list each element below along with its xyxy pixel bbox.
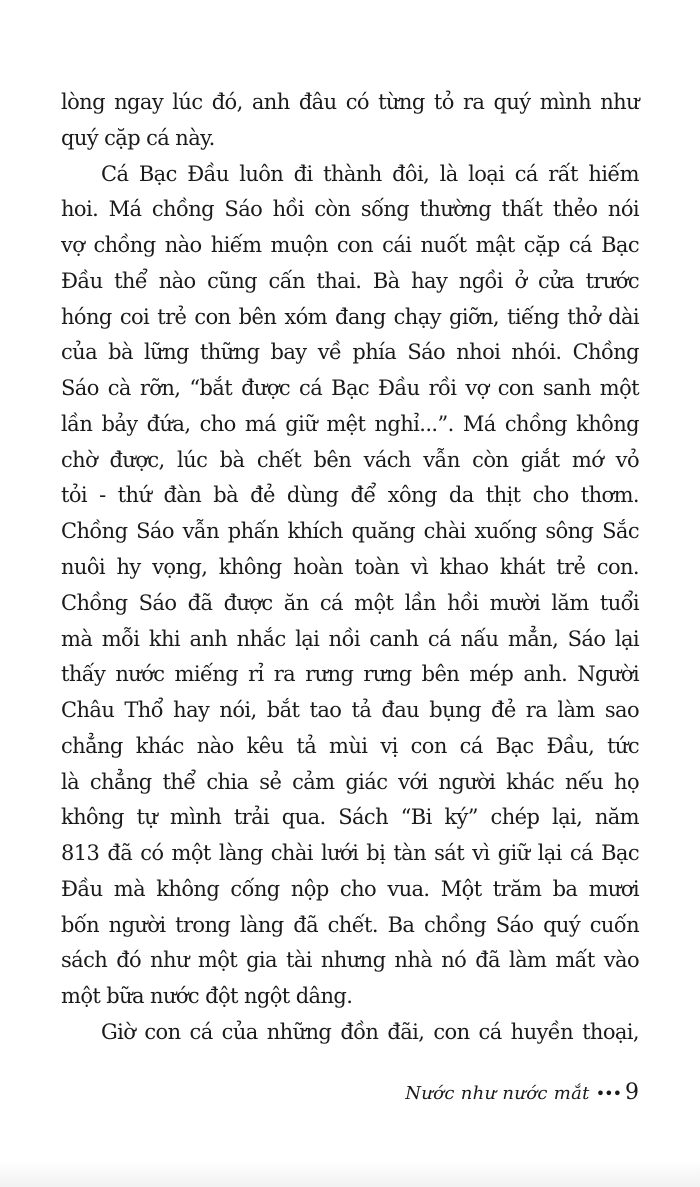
text-line: của bà lững thững bay về phía Sáo nhoi nhói. Chồng <box>61 340 639 364</box>
page-number: 9 <box>625 1080 639 1105</box>
running-footer <box>405 1080 639 1105</box>
text-line: chẳng khác nào kêu tả mùi vị con cá Bạc Đầu, tức <box>61 734 639 758</box>
text-line: lần bảy đứa, cho má giữ mệt nghỉ...”. Má chồng không <box>61 412 639 436</box>
text-line: 813 đã có một làng chài lưới bị tàn sát vì giữ lại cá Bạc <box>61 841 639 865</box>
page-bottom-edge <box>0 1160 700 1187</box>
text-line: không tự mình trải qua. Sách “Bi ký” chép lại, năm <box>61 805 639 829</box>
text-line: là chẳng thể chia sẻ cảm giác với người khác nếu họ <box>61 770 639 794</box>
text-line: Giờ con cá của những đồn đãi, con cá huyền thoại, <box>101 1020 639 1044</box>
text-line: một bữa nước đột ngột dâng. <box>61 984 353 1008</box>
text-line: lòng ngay lúc đó, anh đâu có từng tỏ ra quý mình như <box>61 90 639 114</box>
text-line: vợ chồng nào hiếm muộn con cái nuốt mật cặp cá Bạc <box>61 233 639 257</box>
text-line: quý cặp cá này. <box>61 126 215 150</box>
text-line: Đầu mà không cống nộp cho vua. Một trăm ba mươi <box>61 877 639 901</box>
text-line: hóng coi trẻ con bên xóm đang chạy giỡn, tiếng thở dài <box>61 305 639 329</box>
text-line: Cá Bạc Đầu luôn đi thành đôi, là loại cá rất hiếm <box>101 162 639 186</box>
text-line: tỏi - thứ đàn bà đẻ dùng để xông da thịt cho thơm. <box>61 483 639 507</box>
text-line: Chồng Sáo đã được ăn cá một lần hồi mười lăm tuổi <box>61 591 639 615</box>
text-line: Châu Thổ hay nói, bắt tao tả đau bụng đẻ ra làm sao <box>61 698 639 722</box>
text-line: Đầu thể nào cũng cấn thai. Bà hay ngồi ở cửa trước <box>61 269 639 293</box>
text-line: mà mỗi khi anh nhắc lại nồi canh cá nấu mẳn, Sáo lại <box>61 627 639 651</box>
text-line: chờ được, lúc bà chết bên vách vẫn còn giắt mớ vỏ <box>61 448 639 472</box>
text-line: Sáo cà rỡn, “bắt được cá Bạc Đầu rồi vợ con sanh một <box>61 376 639 400</box>
text-line: sách đó như một gia tài nhưng nhà nó đã làm mất vào <box>61 948 639 972</box>
book-title: Nước như nước mắt <box>405 1083 590 1104</box>
text-line: bốn người trong làng đã chết. Ba chồng Sáo quý cuốn <box>61 913 639 937</box>
text-line: nuôi hy vọng, không hoàn toàn vì khao khát trẻ con. <box>61 555 639 579</box>
text-line: Chồng Sáo vẫn phấn khích quăng chài xuống sông Sắc <box>61 519 639 543</box>
footer-separator: ••• <box>595 1084 621 1103</box>
text-line: hoi. Má chồng Sáo hồi còn sống thường thất thẻo nói <box>61 197 639 221</box>
text-line: thấy nước miếng rỉ ra rưng rưng bên mép anh. Người <box>61 662 639 686</box>
